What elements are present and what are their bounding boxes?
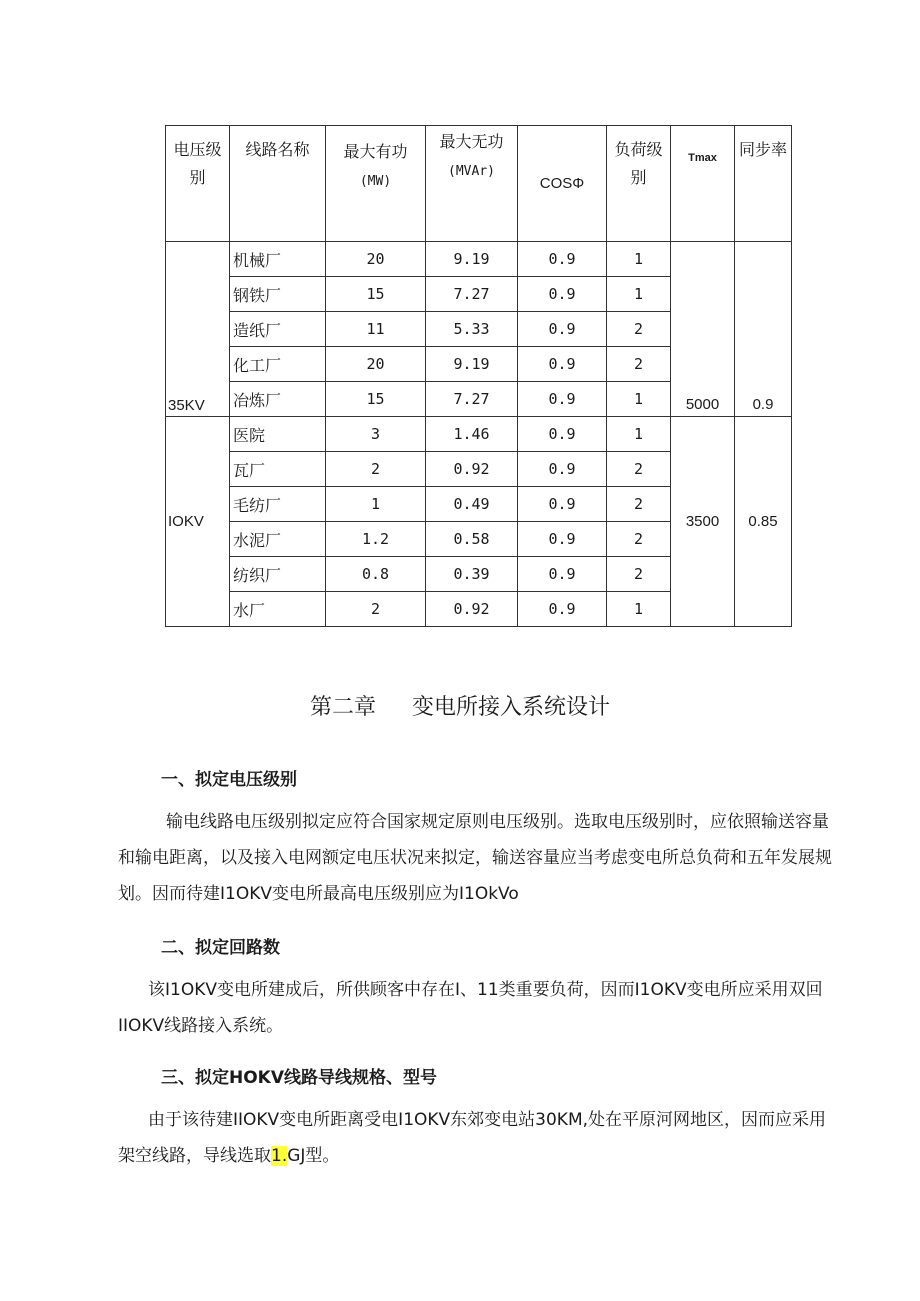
paragraph-text-part: 由于该待建IIOKV变电所距离受电I1OKV东郊变电站30KM,处在平原河网地区，因而应采用架空线路，导线选取 — [118, 1110, 827, 1166]
active-power-cell: 15 — [326, 277, 426, 312]
reactive-power-cell: 0.58 — [426, 522, 518, 557]
active-power-cell: 15 — [326, 382, 426, 417]
load-level-cell: 2 — [607, 452, 671, 487]
section-heading-voltage: 一、拟定电压级别 — [161, 770, 297, 790]
line-name-cell: 医院 — [230, 417, 326, 452]
line-name-cell: 造纸厂 — [230, 312, 326, 347]
load-level-cell: 2 — [607, 522, 671, 557]
reactive-power-cell: 7.27 — [426, 382, 518, 417]
reactive-power-cell: 0.49 — [426, 487, 518, 522]
line-name-cell: 冶炼厂 — [230, 382, 326, 417]
line-name-cell: 纺织厂 — [230, 557, 326, 592]
line-name-cell: 钢铁厂 — [230, 277, 326, 312]
line-name-cell: 毛纺厂 — [230, 487, 326, 522]
reactive-power-cell: 7.27 — [426, 277, 518, 312]
cos-cell: 0.9 — [518, 382, 607, 417]
cos-cell: 0.9 — [518, 277, 607, 312]
line-name-cell: 机械厂 — [230, 242, 326, 277]
table-header-row — [166, 126, 792, 242]
cos-cell: 0.9 — [518, 312, 607, 347]
header-load-level: 负荷级别 — [607, 126, 671, 242]
paragraph-text-part: GJ型。 — [287, 1146, 340, 1166]
table-row — [166, 417, 792, 452]
active-power-cell: 2 — [326, 592, 426, 627]
load-level-cell: 1 — [607, 417, 671, 452]
active-power-cell: 3 — [326, 417, 426, 452]
reactive-power-cell: 0.92 — [426, 592, 518, 627]
header-voltage-level: 电压级别 — [166, 126, 230, 242]
voltage-35kv-cell: 35KV — [166, 242, 230, 417]
cos-cell: 0.9 — [518, 592, 607, 627]
reactive-power-cell: 0.92 — [426, 452, 518, 487]
load-level-cell: 1 — [607, 592, 671, 627]
reactive-power-cell: 5.33 — [426, 312, 518, 347]
section-heading-conductor: 三、拟定HOKV线路导线规格、型号 — [161, 1068, 438, 1088]
line-name-cell: 水厂 — [230, 592, 326, 627]
section-paragraph-circuits: 该I1OKV变电所建成后，所供顾客中存在I、11类重要负荷，因而I1OKV变电所应采用双回IIOKV线路接入系统。 — [118, 980, 823, 1036]
sync-35kv-cell: 0.9 — [735, 242, 792, 417]
reactive-power-cell: 1.46 — [426, 417, 518, 452]
table-row — [166, 242, 792, 277]
highlighted-text: 1. — [271, 1146, 288, 1166]
tmax-10kv-cell: 3500 — [671, 417, 735, 627]
tmax-35kv-cell: 5000 — [671, 242, 735, 417]
load-level-cell: 2 — [607, 557, 671, 592]
cos-cell: 0.9 — [518, 242, 607, 277]
line-name-cell: 瓦厂 — [230, 452, 326, 487]
header-line-name: 线路名称 — [230, 126, 326, 242]
section-paragraph-voltage: 输电线路电压级别拟定应符合国家规定原则电压级别。选取电压级别时，应依照输送容量和输电距离，以及接入电网额定电压状况来拟定，输送容量应当考虑变电所总负荷和五年发展规划。因而待建I1OKV变电所最高电压级别应为I1OkVo — [118, 812, 832, 904]
load-level-cell: 1 — [607, 242, 671, 277]
load-level-cell: 2 — [607, 347, 671, 382]
active-power-cell: 20 — [326, 242, 426, 277]
sync-10kv-cell: 0.85 — [735, 417, 792, 627]
reactive-power-cell: 9.19 — [426, 347, 518, 382]
reactive-power-cell: 0.39 — [426, 557, 518, 592]
header-tmax: Tmax — [671, 126, 735, 242]
line-name-cell: 化工厂 — [230, 347, 326, 382]
header-sync-rate: 同步率 — [735, 126, 792, 242]
chapter-title — [0, 690, 920, 721]
active-power-cell: 0.8 — [326, 557, 426, 592]
active-power-cell: 20 — [326, 347, 426, 382]
header-cos: COSΦ — [518, 126, 607, 242]
load-level-cell: 1 — [607, 277, 671, 312]
load-level-cell: 2 — [607, 312, 671, 347]
active-power-cell: 1 — [326, 487, 426, 522]
active-power-cell: 2 — [326, 452, 426, 487]
header-max-reactive: 最大无功 (MVAr) — [426, 126, 518, 242]
active-power-cell: 1.2 — [326, 522, 426, 557]
section-paragraph-conductor — [118, 1102, 838, 1174]
load-table — [165, 125, 792, 627]
voltage-10kv-cell: IOKV — [166, 417, 230, 627]
active-power-cell: 11 — [326, 312, 426, 347]
load-level-cell: 1 — [607, 382, 671, 417]
chapter-number: 第二章 — [309, 695, 376, 720]
section-heading-circuits: 二、拟定回路数 — [161, 938, 280, 958]
cos-cell: 0.9 — [518, 557, 607, 592]
chapter-name: 变电所接入系统设计 — [412, 695, 611, 720]
load-level-cell: 2 — [607, 487, 671, 522]
reactive-power-cell: 9.19 — [426, 242, 518, 277]
cos-cell: 0.9 — [518, 522, 607, 557]
cos-cell: 0.9 — [518, 487, 607, 522]
line-name-cell: 水泥厂 — [230, 522, 326, 557]
cos-cell: 0.9 — [518, 347, 607, 382]
cos-cell: 0.9 — [518, 417, 607, 452]
cos-cell: 0.9 — [518, 452, 607, 487]
header-max-active: 最大有功 (MW) — [326, 126, 426, 242]
